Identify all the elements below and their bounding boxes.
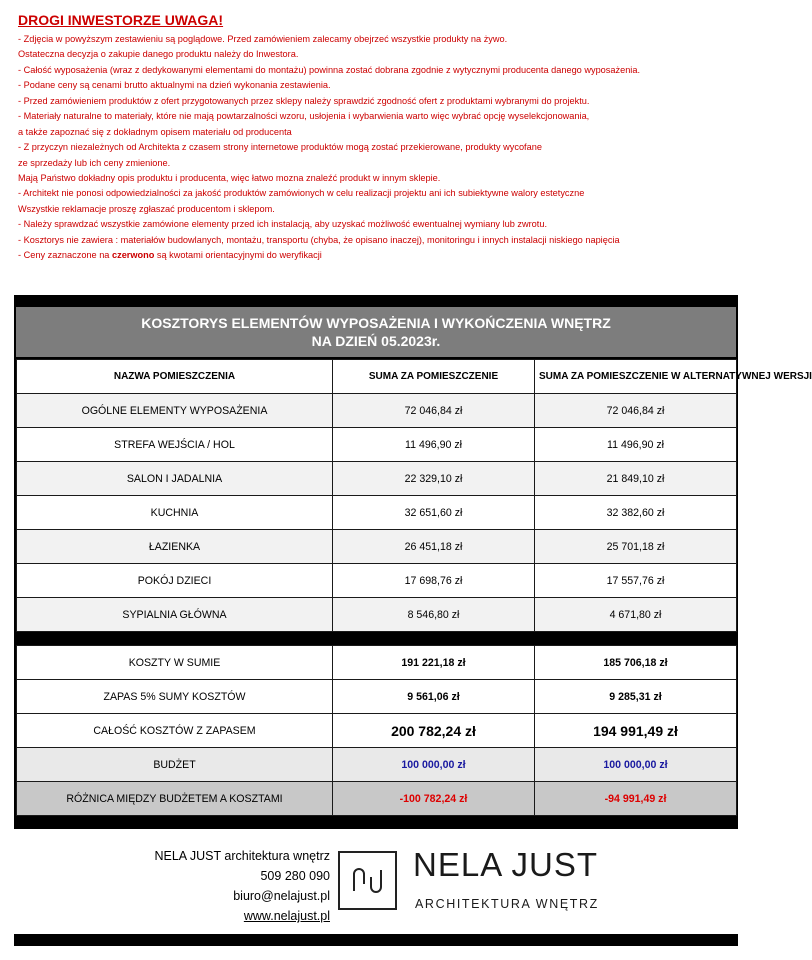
notice-line: Mają Państwo dokładny opis produktu i producenta, więc łatwo mozna znaleźć produkt w innym sklepie. (18, 172, 441, 183)
grand-total-label: CAŁOŚĆ KOSZTÓW Z ZAPASEM (17, 714, 333, 748)
room-name: KUCHNIA (17, 496, 333, 530)
grand-total-sum: 200 782,24 zł (333, 714, 535, 748)
investor-notice (18, 10, 738, 264)
notice-line: - Przed zamówieniem produktów z ofert przygotowanych przez sklepy należy sprawdzić zgodność ofert z produktami wybranymi do projektu. (18, 95, 590, 106)
notice-line: Ostateczna decyzja o zakupie danego produktu należy do Inwestora. (18, 49, 299, 60)
logo-subtitle: ARCHITEKTURA WNĘTRZ (415, 897, 599, 911)
phone-number: 509 280 090 (260, 869, 330, 883)
logo-mark-icon (338, 851, 397, 910)
room-alt-sum: 25 701,18 zł (535, 530, 737, 564)
notice-line: - Materiały naturalne to materiały, które nie mają powtarzalności wzoru, usłojenia i wybarwienia warto więc wybrać opcję wyselekcjonowania, (18, 111, 590, 122)
notice-line-prices (18, 248, 738, 263)
reserve-row (17, 680, 737, 714)
table-title (16, 307, 736, 357)
logo-nj-icon (340, 853, 395, 908)
logo-wordmark: NELA JUST (413, 846, 599, 883)
room-sum: 17 698,76 zł (333, 564, 535, 598)
company-name: NELA JUST architektura wnętrz (154, 849, 330, 863)
room-sum: 26 451,18 zł (333, 530, 535, 564)
room-alt-sum: 4 671,80 zł (535, 598, 737, 632)
difference-sum: -100 782,24 zł (333, 782, 535, 816)
room-alt-sum: 72 046,84 zł (535, 394, 737, 428)
header-room: NAZWA POMIESZCZENIA (17, 360, 333, 394)
email-address[interactable]: biuro@nelajust.pl (233, 889, 330, 903)
table-row (17, 598, 737, 632)
grand-total-alt-sum: 194 991,49 zł (535, 714, 737, 748)
room-name: SALON I JADALNIA (17, 462, 333, 496)
table-row (17, 428, 737, 462)
contact-block (154, 846, 330, 926)
total-sum: 191 221,18 zł (333, 646, 535, 680)
room-alt-sum: 32 382,60 zł (535, 496, 737, 530)
budget-row (17, 748, 737, 782)
bottom-divider (14, 934, 738, 946)
total-row (17, 646, 737, 680)
header-alt: SUMA ZA POMIESZCZENIE W ALTERNATYWNEJ WERSJI (535, 360, 737, 394)
room-name: STREFA WEJŚCIA / HOL (17, 428, 333, 462)
notice-line: - Z przyczyn niezależnych od Architekta z czasem strony internetowe produktów mogą zostać przekierowane, produkty wycofane (18, 142, 542, 153)
notice-line: - Kosztorys nie zawiera : materiałów budowlanych, montażu, transportu (chyba, że opisano inaczej), monitoringu i innych instalacji niskiego napięcia (18, 234, 620, 245)
room-name: ŁAZIENKA (17, 530, 333, 564)
notice-line: Wszystkie reklamacje proszę zgłaszać producentom i sklepom. (18, 203, 275, 214)
room-sum: 72 046,84 zł (333, 394, 535, 428)
budget-alt-sum: 100 000,00 zł (535, 748, 737, 782)
notice-line: a także zapoznać się z dokładnym opisem materiału od producenta (18, 126, 292, 137)
notice-line: - Całość wyposażenia (wraz z dedykowanymi elementami do montażu) powinna zostać dobrana zgodnie z wytycznymi producenta danego wyposażenia. (18, 64, 641, 75)
table-row (17, 462, 737, 496)
budget-label: BUDŻET (17, 748, 333, 782)
notice-line: - Architekt nie ponosi odpowiedzialności za jakość produktów zamówionych w celu realizacji projektu ani ich subiektywne walory estetyczne (18, 188, 585, 199)
room-name: POKÓJ DZIECI (17, 564, 333, 598)
rooms-table (16, 359, 812, 632)
room-sum: 32 651,60 zł (333, 496, 535, 530)
website-link[interactable]: www.nelajust.pl (243, 909, 330, 923)
difference-alt-sum: -94 991,49 zł (535, 782, 737, 816)
room-name: OGÓLNE ELEMENTY WYPOSAŻENIA (17, 394, 333, 428)
notice-line: ze sprzedaży lub ich ceny zmienione. (18, 157, 171, 168)
table-row (17, 530, 737, 564)
room-alt-sum: 11 496,90 zł (535, 428, 737, 462)
summary-table (16, 645, 737, 816)
difference-label: RÓŻNICA MIĘDZY BUDŻETEM A KOSZTAMI (17, 782, 333, 816)
reserve-sum: 9 561,06 zł (333, 680, 535, 714)
table-title-line1: KOSZTORYS ELEMENTÓW WYPOSAŻENIA I WYKOŃCZENIA WNĘTRZ (141, 315, 611, 331)
table-row (17, 496, 737, 530)
room-sum: 11 496,90 zł (333, 428, 535, 462)
difference-row (17, 782, 737, 816)
notice-line: - Zdjęcia w powyższym zestawieniu są poglądowe. Przed zamówieniem zalecamy obejrzeć wszystkie produkty na żywo. (18, 34, 508, 44)
table-row (17, 394, 737, 428)
table-header-row (17, 360, 737, 394)
notice-prices-emphasis: czerwono (111, 250, 155, 261)
notice-line: - Należy sprawdzać wszystkie zamówione elementy przed ich instalacją, aby uzyskać możliwość ewentualnej wymiany lub zwrotu. (18, 219, 548, 230)
room-name: SYPIALNIA GŁÓWNA (17, 598, 333, 632)
total-label: KOSZTY W SUMIE (17, 646, 333, 680)
room-alt-sum: 21 849,10 zł (535, 462, 737, 496)
table-title-line2: NA DZIEŃ 05.2023r. (311, 333, 441, 349)
reserve-alt-sum: 9 285,31 zł (535, 680, 737, 714)
room-alt-sum: 17 557,76 zł (535, 564, 737, 598)
budget-sum: 100 000,00 zł (333, 748, 535, 782)
notice-line: - Podane ceny są cenami brutto aktualnymi na dzień wykonania zestawienia. (18, 80, 331, 91)
cost-estimate-table (14, 295, 812, 829)
room-sum: 8 546,80 zł (333, 598, 535, 632)
room-sum: 22 329,10 zł (333, 462, 535, 496)
notice-list (18, 32, 738, 264)
notice-title: DROGI INWESTORZE UWAGA! (18, 12, 224, 28)
table-row (17, 564, 737, 598)
header-sum: SUMA ZA POMIESZCZENIE (333, 360, 535, 394)
notice-prices-suffix: są kwotami orientacyjnymi do weryfikacji (154, 250, 322, 261)
notice-prices-prefix: - Ceny zaznaczone na (18, 250, 112, 261)
grand-total-row (17, 714, 737, 748)
reserve-label: ZAPAS 5% SUMY KOSZTÓW (17, 680, 333, 714)
total-alt-sum: 185 706,18 zł (535, 646, 737, 680)
